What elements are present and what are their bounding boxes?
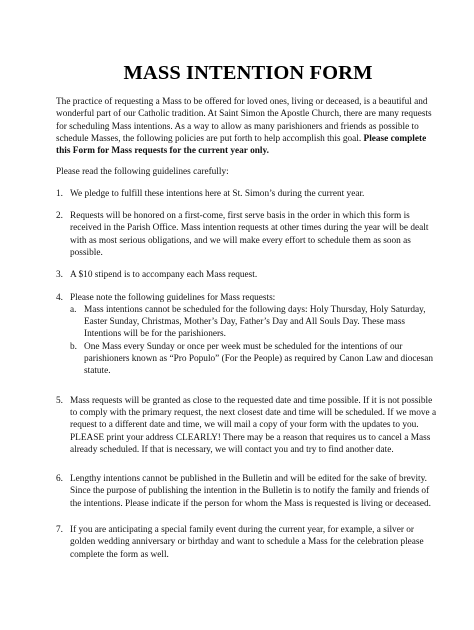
guideline-item-6: [56, 473, 440, 510]
guideline-item-3: [56, 269, 440, 281]
item-text: If you are anticipating a special family event during the current year, for example, a silver or golden wedding anniversary or birthday and want to schedule a Mass for the celebration please complete the form as well.: [70, 525, 424, 560]
read-guidelines: Please read the following guidelines carefully:: [56, 167, 229, 178]
guideline-item-5: [56, 395, 440, 456]
sub-item-b: [70, 341, 440, 378]
item-text: Lengthy intentions cannot be published in the Bulletin and will be edited for the sake of brevity. Since the purpose of publishing the intention in the Bulletin is to notify the family and friends of the intentions. Please indicate if the person for whom the Mass is requested is living or deceased.: [70, 474, 431, 509]
guideline-item-1: [56, 188, 440, 200]
item-number: 1.: [56, 188, 63, 199]
sub-item-letter: b.: [70, 341, 77, 352]
item-number: 6.: [56, 474, 63, 485]
item-number: 5.: [56, 395, 63, 406]
guideline-item-7: [56, 524, 440, 561]
intro-bold-note: Please complete this Form for Mass requests for the current year only.: [56, 133, 427, 157]
guideline-item-4: [56, 292, 440, 378]
item-number: 7.: [56, 525, 63, 536]
page-title: MASS INTENTION FORM: [123, 62, 373, 84]
sub-item-text: Mass intentions cannot be scheduled for the following days: Holy Thursday, Holy Saturday, Easter Sunday, Christmas, Mother’s Day, Father’s Day and All Souls Day. These mass Intentions will be for the parishioners.: [84, 304, 426, 340]
intro-text: The practice of requesting a Mass to be offered for loved ones, living or deceased, is a beautiful and wonderful part of our Catholic tradition. At Saint Simon the Apostle Church, there are many requests for scheduling Mass intentions. As a way to allow as many parishioners and friends as possible to schedule Masses, the following policies are put forth to help accomplish this goal.: [56, 97, 432, 144]
item-text: We pledge to fulfill these intentions here at St. Simon’s during the current year.: [70, 188, 365, 199]
sub-item-letter: a.: [70, 304, 77, 315]
sub-guidelines-list: [70, 304, 440, 378]
sub-item-text: One Mass every Sunday or once per week must be scheduled for the intentions of our parishioners known as “Pro Populo” (For the People) as required by Canon Law and diocesan statute.: [84, 341, 434, 377]
guideline-item-2: [56, 210, 440, 259]
item-number: 2.: [56, 211, 63, 222]
sub-item-a: [70, 304, 440, 341]
item-number: 4.: [56, 292, 63, 303]
item-text: Please note the following guidelines for Mass requests:: [70, 292, 276, 303]
item-text: Requests will be honored on a first-come, first serve basis in the order in which this form is received in the Parish Office. Mass intention requests at other times during the year will be dealt with as most serious obligations, and we will make every effort to schedule them as soon as possible.: [70, 211, 429, 258]
item-number: 3.: [56, 270, 63, 281]
item-text: Mass requests will be granted as close to the requested date and time possible. If it is not possible to comply with the primary request, the next closest date and time will be scheduled. If we move a request to a different date and time, we will mail a copy of your form with the updates to you. PLEASE print your address CLEARLY! There may be a reason that requires us to cancel a Mass already scheduled. If that is necessary, we will contact you and try to find another date.: [70, 395, 437, 455]
intro-paragraph: [56, 96, 440, 157]
item-text: A $10 stipend is to accompany each Mass request.: [70, 270, 258, 281]
guidelines-list: [56, 188, 440, 561]
